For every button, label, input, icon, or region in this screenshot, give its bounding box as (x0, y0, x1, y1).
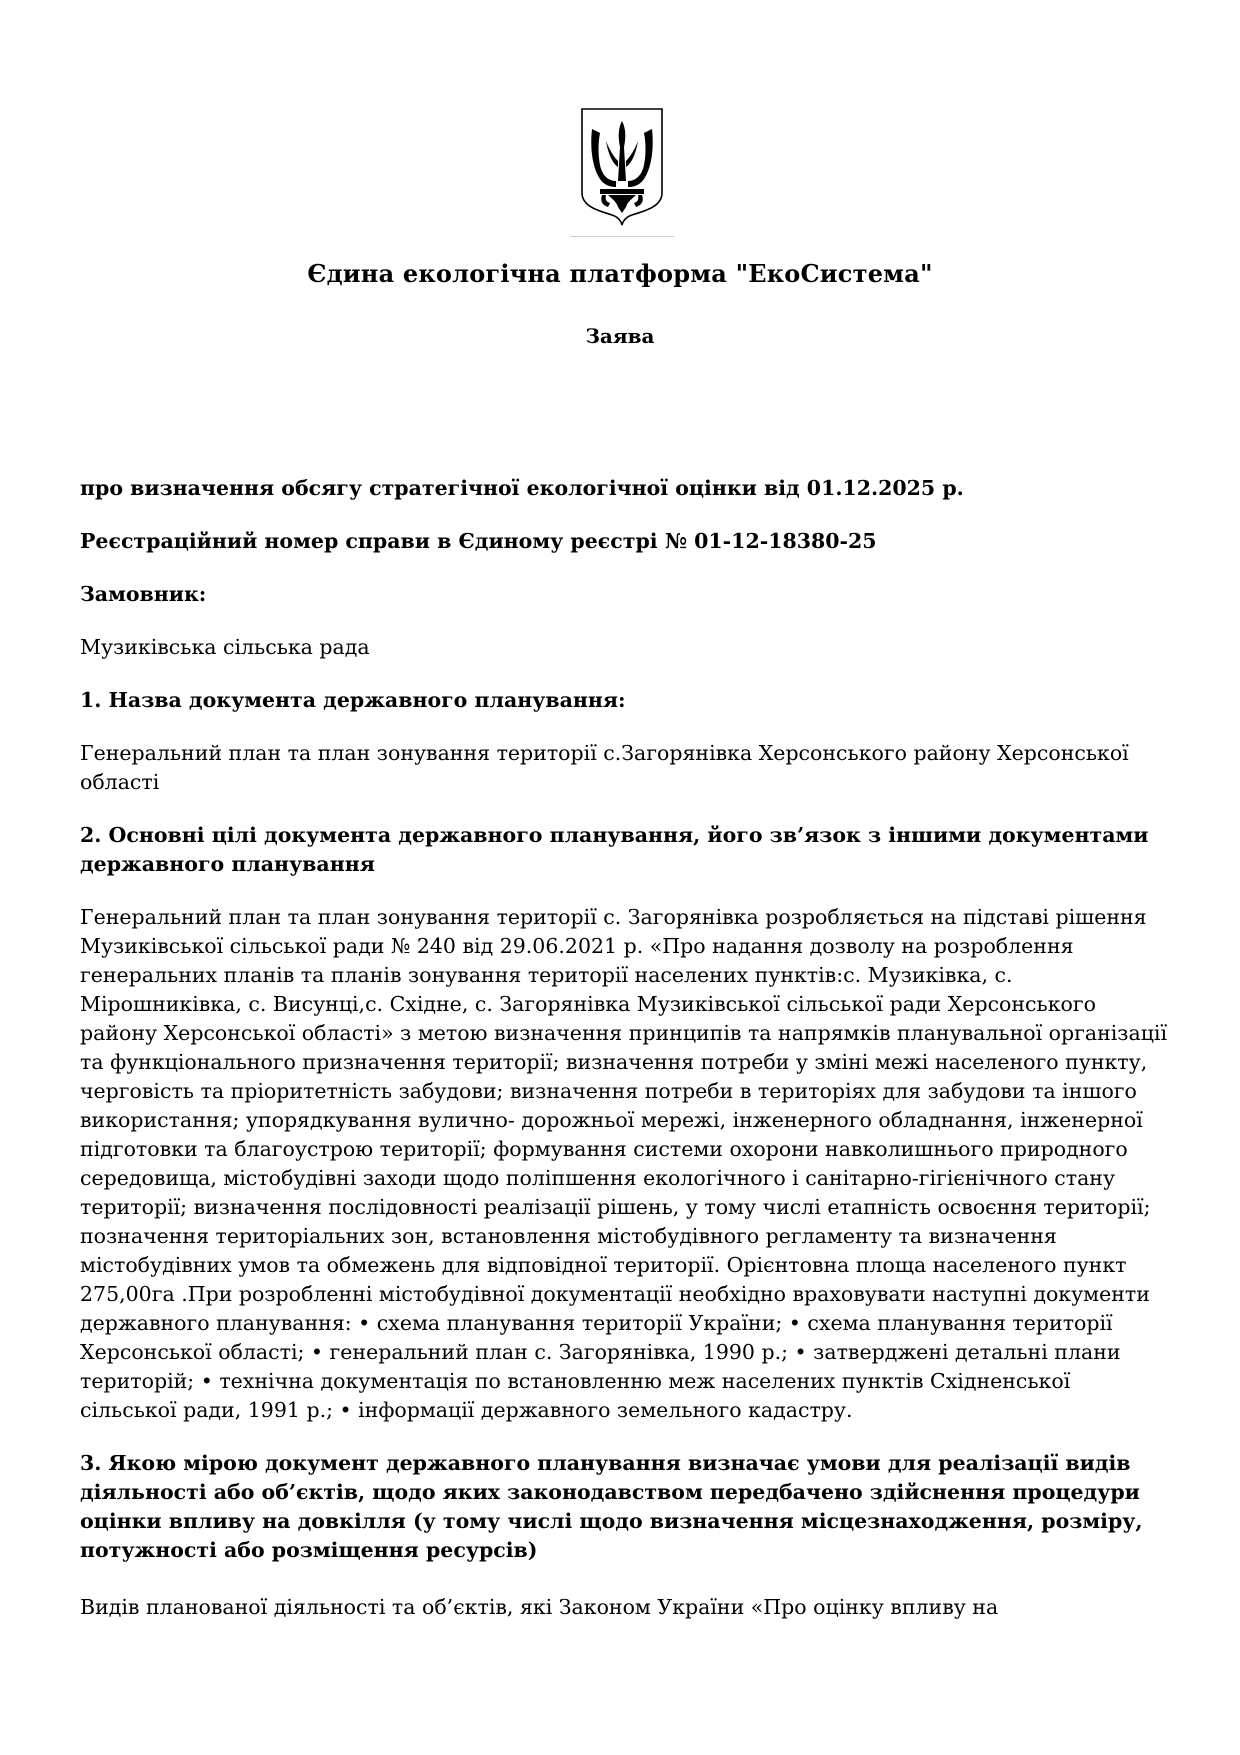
document-body (80, 474, 1172, 1622)
section-heading: 2. Основні цілі документа державного планування, його зв’язок з іншими документами державного планування (80, 823, 1149, 876)
trident-coat-of-arms-icon (578, 107, 666, 227)
section-heading: 1. Назва документа державного планування: (80, 688, 626, 712)
customer-value: Музиківська сільська рада (80, 635, 370, 659)
registration-number: Реєстраційний номер справи в Єдиному реєстрі № 01-12-18380-25 (80, 529, 877, 553)
customer-label: Замовник: (80, 582, 207, 606)
subject-line: про визначення обсягу стратегічної екологічної оцінки від 01.12.2025 р. (80, 476, 964, 500)
document-kind-title: Заява (585, 324, 655, 348)
section-body: Видів планованої діяльності та об’єктів, які Законом України «Про оцінку впливу на (80, 1595, 999, 1619)
platform-title: Єдина екологічна платформа "ЕкоСистема" (307, 259, 933, 288)
section-body: Генеральний план та план зонування території с. Загорянівка розробляється на підставі рішення Музиківської сільської ради № 240 від 29.06.2021 р. «Про надання дозволу на розроблення генеральних планів та планів зонування території населених пунктів:с. Музиківка, с. Мірошниківка, с. Висунці,с. Східне, с. Загорянівка Музиківської сільської ради Херсонського району Херсонської області» з метою визначення принципів та напрямків планувальної організації та функціонального призначення території; визначення потреби у зміні межі населеного пункту, черговість та пріоритетність забудови; визначення потреби в територіях для забудови та іншого використання; упорядкування вулично- дорожньої мережі, інженерного обладнання, інженерної підготовки та благоустрою території; формування системи охорони навколишнього природного середовища, містобудівні заходи щодо поліпшення екологічного і санітарно-гігієнічного стану території; визначення послідовності реалізації рішень, у тому числі етапність освоєння території; позначення територіальних зон, встановлення містобудівного регламенту та визначення містобудівних умов та обмежень для відповідної території. Орієнтовна площа населеного пункт 275,00га .При розробленні містобудівної документації необхідно враховувати наступні документи державного планування: • схема планування території України; • схема планування території Херсонської області; • генеральний план с. Загорянівка, 1990 р.; • затверджені детальні плани територій; • технічна документація по встановленню меж населених пунктів Східненської сільської ради, 1991 р.; • інформації державного земельного кадастру. (80, 905, 1168, 1422)
section-heading: 3. Якою мірою документ державного планування визначає умови для реалізації видів діяльності або об’єктів, щодо яких законодавством передбачено здійснення процедури оцінки впливу на довкілля (у тому числі щодо визначення місцезнаходження, розміру, потужності або розміщення ресурсів) (80, 1451, 1143, 1562)
section-body: Генеральний план та план зонування території с.Загорянівка Херсонського району Херсонської області (80, 741, 1129, 794)
emblem-divider (570, 236, 674, 237)
